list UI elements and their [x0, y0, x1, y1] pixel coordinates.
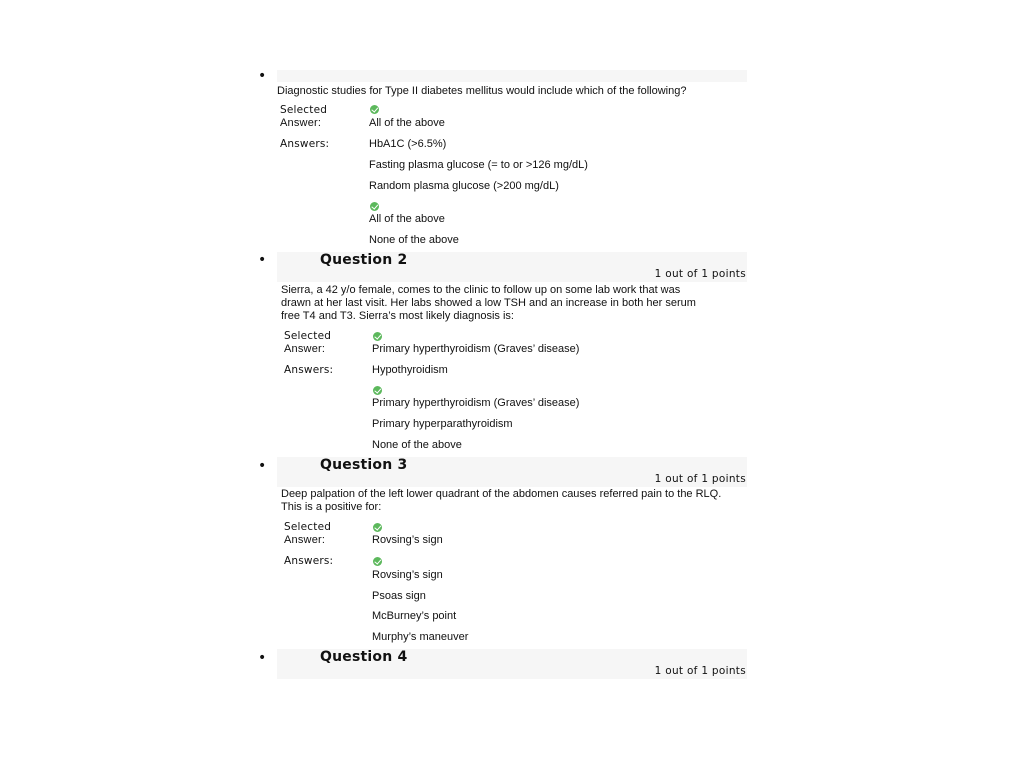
answer-option: Fasting plasma glucose (= to or >126 mg/dL) — [369, 159, 588, 171]
answers-label: Answers: — [284, 364, 334, 376]
answer-option: None of the above — [369, 234, 459, 246]
correct-check-icon — [373, 523, 382, 532]
question-header-band — [277, 70, 747, 82]
list-bullet: • — [258, 68, 267, 84]
question-4-title: Question 4 — [320, 649, 408, 665]
question-2-text: Sierra, a 42 y/o female, comes to the clinic to follow up on some lab work that was drawn at her last visit. Her labs showed a low TSH and an increase in both her serum free T4 and T3. Sierra’s most likely diagnosis is: — [281, 284, 696, 322]
selected-answer-label: Selected Answer: — [280, 104, 328, 129]
question-4-points: 1 out of 1 points — [654, 665, 746, 677]
selected-answer: All of the above — [369, 117, 445, 129]
list-bullet: • — [258, 458, 267, 474]
answer-option: None of the above — [372, 439, 462, 451]
selected-answer: Primary hyperthyroidism (Graves’ disease) — [372, 343, 580, 355]
correct-check-icon — [373, 557, 382, 566]
answer-option: All of the above — [369, 213, 445, 225]
answer-option: Hypothyroidism — [372, 364, 448, 376]
question-3-points: 1 out of 1 points — [654, 473, 746, 485]
answer-option: Murphy’s maneuver — [372, 631, 469, 643]
answer-option: Primary hyperthyroidism (Graves’ disease) — [372, 397, 580, 409]
correct-check-icon — [370, 105, 379, 114]
question-3-title: Question 3 — [320, 457, 408, 473]
correct-check-icon — [370, 202, 379, 211]
list-bullet: • — [258, 650, 267, 666]
answer-option: Primary hyperparathyroidism — [372, 418, 513, 430]
answer-option: McBurney’s point — [372, 610, 457, 622]
list-bullet: • — [258, 252, 267, 268]
correct-check-icon — [373, 332, 382, 341]
answer-option: HbA1C (>6.5%) — [369, 138, 447, 150]
question-2-points: 1 out of 1 points — [654, 268, 746, 280]
answers-label: Answers: — [280, 138, 330, 150]
correct-check-icon — [373, 386, 382, 395]
answer-option: Rovsing’s sign — [372, 569, 443, 581]
answer-option: Random plasma glucose (>200 mg/dL) — [369, 180, 559, 192]
selected-answer: Rovsing’s sign — [372, 534, 443, 546]
selected-answer-label: Selected Answer: — [284, 330, 332, 355]
answer-option: Psoas sign — [372, 590, 426, 602]
question-3-text: Deep palpation of the left lower quadrant of the abdomen causes referred pain to the RLQ. This is a positive for: — [281, 488, 722, 513]
selected-answer-label: Selected Answer: — [284, 521, 332, 546]
question-1-text: Diagnostic studies for Type II diabetes mellitus would include which of the following? — [277, 85, 687, 97]
answers-label: Answers: — [284, 555, 334, 567]
question-2-title: Question 2 — [320, 252, 408, 268]
